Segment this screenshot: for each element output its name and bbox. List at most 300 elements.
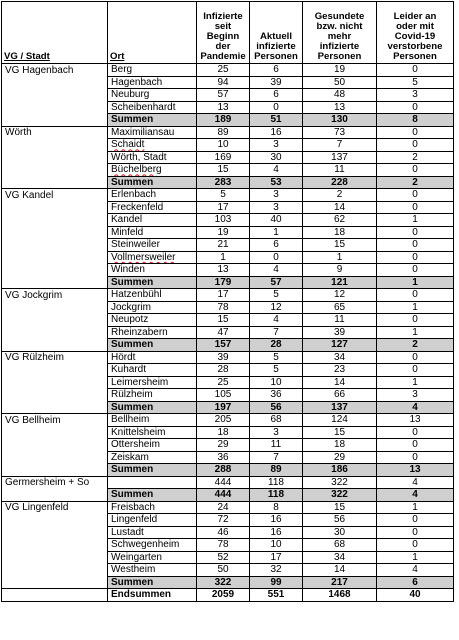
ort-cell (108, 464, 197, 477)
ort-cell (108, 501, 197, 514)
verstorbene-cell: 2 (377, 176, 454, 189)
ort-name: Maximiliansau (111, 126, 175, 138)
gesundete-cell: 30 (303, 526, 377, 539)
header-infizierte (197, 2, 250, 64)
ort-cell (108, 189, 197, 202)
header-line: Personen (393, 51, 437, 62)
verstorbene-cell: 0 (377, 364, 454, 377)
verstorbene-cell: 0 (377, 189, 454, 202)
aktuell-cell: 56 (250, 401, 303, 414)
vg-stadt-cell (2, 151, 108, 164)
verstorbene-cell: 1 (377, 301, 454, 314)
gesundete-cell: 19 (303, 64, 377, 77)
ort-name: Rheinzabern (111, 326, 168, 338)
aktuell-cell: 16 (250, 514, 303, 527)
infizierte-cell: 13 (197, 264, 250, 277)
verstorbene-cell: 5 (377, 76, 454, 89)
vg-stadt-cell (2, 364, 108, 377)
vg-stadt-cell (2, 89, 108, 102)
table-row (2, 314, 454, 327)
ort-cell (108, 339, 197, 352)
aktuell-cell: 12 (250, 301, 303, 314)
gesundete-cell: 217 (303, 576, 377, 589)
vg-stadt-cell: VG Hagenbach (2, 64, 108, 77)
table-row (2, 564, 454, 577)
table-row (2, 414, 454, 427)
total-aktuell: 551 (250, 589, 303, 602)
ort-cell (108, 226, 197, 239)
verstorbene-cell: 0 (377, 126, 454, 139)
vg-stadt-cell (2, 439, 108, 452)
gesundete-cell: 18 (303, 226, 377, 239)
ort-name: Hagenbach (111, 76, 163, 88)
header-line: Infizierte (203, 11, 243, 22)
verstorbene-cell: 1 (377, 376, 454, 389)
covid-cases-table (1, 1, 454, 602)
infizierte-cell: 103 (197, 214, 250, 227)
infizierte-cell: 52 (197, 551, 250, 564)
ort-cell (108, 489, 197, 502)
header-aktuell (250, 2, 303, 64)
infizierte-cell: 169 (197, 151, 250, 164)
vg-stadt-cell (2, 464, 108, 477)
header-line: verstorbene (387, 41, 443, 52)
ort-cell (108, 551, 197, 564)
header-line: Personen (317, 51, 362, 62)
verstorbene-cell: 3 (377, 389, 454, 402)
vg-stadt-cell (2, 326, 108, 339)
aktuell-cell: 11 (250, 439, 303, 452)
header-line: Leider an (393, 11, 437, 22)
header-line: infizierte (319, 41, 360, 52)
table-row (2, 301, 454, 314)
aktuell-cell: 39 (250, 76, 303, 89)
infizierte-cell: 1 (197, 251, 250, 264)
ort-cell (108, 176, 197, 189)
ort-name: Lingenfeld (111, 514, 158, 526)
header-line: seit (214, 21, 232, 32)
table-row (2, 239, 454, 252)
gesundete-cell: 7 (303, 139, 377, 152)
header-line: Pandemie (200, 51, 246, 62)
aktuell-cell: 30 (250, 151, 303, 164)
infizierte-cell: 94 (197, 76, 250, 89)
verstorbene-cell: 4 (377, 489, 454, 502)
ort-cell (108, 214, 197, 227)
infizierte-cell: 78 (197, 301, 250, 314)
aktuell-cell: 3 (250, 189, 303, 202)
verstorbene-cell: 1 (377, 276, 454, 289)
gesundete-cell: 23 (303, 364, 377, 377)
infizierte-cell: 105 (197, 389, 250, 402)
vg-stadt-cell (2, 539, 108, 552)
gesundete-cell: 34 (303, 551, 377, 564)
vg-stadt-cell (2, 201, 108, 214)
gesundete-cell: 322 (303, 476, 377, 489)
gesundete-cell: 66 (303, 389, 377, 402)
infizierte-cell: 288 (197, 464, 250, 477)
ort-cell (108, 414, 197, 427)
ort-cell (108, 364, 197, 377)
verstorbene-cell: 0 (377, 514, 454, 527)
verstorbene-cell: 0 (377, 351, 454, 364)
vg-stadt-cell (2, 264, 108, 277)
ort-name: Summen (111, 276, 154, 288)
ort-name: Westheim (111, 564, 156, 576)
verstorbene-cell: 0 (377, 264, 454, 277)
vg-stadt-cell (2, 176, 108, 189)
table-row (2, 376, 454, 389)
header-line: Gesundete (314, 11, 365, 22)
aktuell-cell: 6 (250, 89, 303, 102)
infizierte-cell: 444 (197, 476, 250, 489)
infizierte-cell: 25 (197, 376, 250, 389)
table-row (2, 439, 454, 452)
table-body (2, 64, 454, 602)
aktuell-cell: 10 (250, 539, 303, 552)
vg-stadt-cell: Germersheim + So (2, 476, 108, 489)
total-verstorbene: 40 (377, 589, 454, 602)
verstorbene-cell: 0 (377, 539, 454, 552)
gesundete-cell: 137 (303, 151, 377, 164)
vg-stadt-cell (2, 526, 108, 539)
ort-name: Schaidt (111, 139, 145, 151)
vg-stadt-cell (2, 339, 108, 352)
total-infizierte: 2059 (197, 589, 250, 602)
ort-name: Summen (111, 339, 154, 351)
gesundete-cell: 9 (303, 264, 377, 277)
table-row (2, 264, 454, 277)
ort-name: Ottersheim (111, 439, 160, 451)
vg-stadt-cell (2, 139, 108, 152)
ort-name: Winden (111, 264, 145, 276)
verstorbene-cell: 4 (377, 401, 454, 414)
gesundete-cell: 68 (303, 539, 377, 552)
verstorbene-cell: 8 (377, 114, 454, 127)
ort-name: Summen (111, 114, 154, 126)
aktuell-cell: 36 (250, 389, 303, 402)
ort-name: Neupotz (111, 314, 149, 326)
ort-name: Schwegenheim (111, 539, 180, 551)
ort-name: Steinweiler (111, 239, 160, 251)
aktuell-cell: 53 (250, 176, 303, 189)
ort-cell (108, 576, 197, 589)
ort-name: Knittelsheim (111, 426, 166, 438)
header-verstorbene (377, 2, 454, 64)
ort-name: Hatzenbühl (111, 289, 162, 301)
ort-cell (108, 89, 197, 102)
vg-stadt-cell (2, 576, 108, 589)
vg-stadt-cell: Wörth (2, 126, 108, 139)
verstorbene-cell: 13 (377, 464, 454, 477)
vg-stadt-cell (2, 401, 108, 414)
verstorbene-cell: 13 (377, 414, 454, 427)
gesundete-cell: 186 (303, 464, 377, 477)
ort-cell (108, 76, 197, 89)
ort-cell (108, 426, 197, 439)
verstorbene-cell: 6 (377, 576, 454, 589)
table-row (2, 351, 454, 364)
infizierte-cell: 157 (197, 339, 250, 352)
ort-name: Summen (111, 176, 154, 188)
verstorbene-cell: 0 (377, 314, 454, 327)
ort-cell (108, 351, 197, 364)
gesundete-cell: 14 (303, 201, 377, 214)
header-line: Beginn (206, 31, 240, 42)
ort-cell (108, 451, 197, 464)
ort-cell (108, 526, 197, 539)
ort-name: Neuburg (111, 89, 150, 101)
aktuell-cell: 0 (250, 251, 303, 264)
aktuell-cell: 4 (250, 264, 303, 277)
vg-stadt-cell: VG Bellheim (2, 414, 108, 427)
infizierte-cell: 5 (197, 189, 250, 202)
verstorbene-cell: 4 (377, 476, 454, 489)
infizierte-cell: 283 (197, 176, 250, 189)
verstorbene-cell: 0 (377, 251, 454, 264)
gesundete-cell: 62 (303, 214, 377, 227)
ort-name: Bellheim (111, 414, 150, 426)
ort-cell (108, 401, 197, 414)
aktuell-cell: 118 (250, 489, 303, 502)
infizierte-cell: 39 (197, 351, 250, 364)
header-row (2, 2, 454, 64)
aktuell-cell: 7 (250, 326, 303, 339)
infizierte-cell: 13 (197, 101, 250, 114)
header-line: Covid-19 (394, 31, 436, 42)
gesundete-cell: 18 (303, 439, 377, 452)
ort-name: Summen (111, 489, 154, 501)
ort-name: Berg (111, 64, 133, 76)
verstorbene-cell: 0 (377, 226, 454, 239)
vg-stadt-cell: VG Lingenfeld (2, 501, 108, 514)
gesundete-cell: 121 (303, 276, 377, 289)
table-row (2, 551, 454, 564)
table-row (2, 501, 454, 514)
table-row (2, 251, 454, 264)
verstorbene-cell: 0 (377, 289, 454, 302)
aktuell-cell: 16 (250, 526, 303, 539)
header-line: bzw. nicht (316, 21, 363, 32)
ort-name: Kandel (111, 214, 143, 226)
vg-stadt-cell (2, 314, 108, 327)
vg-stadt-cell (2, 101, 108, 114)
gesundete-cell: 50 (303, 76, 377, 89)
gesundete-cell: 11 (303, 314, 377, 327)
verstorbene-cell: 0 (377, 101, 454, 114)
aktuell-cell: 4 (250, 164, 303, 177)
aktuell-cell: 68 (250, 414, 303, 427)
gesundete-cell: 2 (303, 189, 377, 202)
verstorbene-cell: 0 (377, 439, 454, 452)
infizierte-cell: 205 (197, 414, 250, 427)
table-row (2, 214, 454, 227)
verstorbene-cell: 3 (377, 89, 454, 102)
header-line: der (215, 41, 231, 52)
ort-name: Wörth, Stadt (111, 151, 167, 163)
gesundete-cell: 39 (303, 326, 377, 339)
ort-cell (108, 476, 197, 489)
ort-name: Büchelberg (111, 164, 162, 176)
ort-cell (108, 239, 197, 252)
verstorbene-cell: 1 (377, 326, 454, 339)
ort-cell (108, 64, 197, 77)
gesundete-cell: 12 (303, 289, 377, 302)
verstorbene-cell: 0 (377, 164, 454, 177)
infizierte-cell: 72 (197, 514, 250, 527)
gesundete-cell: 15 (303, 239, 377, 252)
verstorbene-cell: 0 (377, 239, 454, 252)
ort-cell (108, 326, 197, 339)
vg-stadt-cell (2, 564, 108, 577)
infizierte-cell: 18 (197, 426, 250, 439)
infizierte-cell: 444 (197, 489, 250, 502)
table-row (2, 389, 454, 402)
gesundete-cell: 65 (303, 301, 377, 314)
infizierte-cell: 189 (197, 114, 250, 127)
infizierte-cell: 19 (197, 226, 250, 239)
infizierte-cell: 179 (197, 276, 250, 289)
table-row (2, 89, 454, 102)
ort-name: Hördt (111, 351, 136, 363)
summary-row (2, 576, 454, 589)
ort-name: Freisbach (111, 501, 155, 513)
ort-cell (108, 439, 197, 452)
aktuell-cell: 57 (250, 276, 303, 289)
header-line: Personen (254, 51, 298, 62)
verstorbene-cell: 4 (377, 564, 454, 577)
gesundete-cell: 228 (303, 176, 377, 189)
infizierte-cell: 21 (197, 239, 250, 252)
gesundete-cell: 73 (303, 126, 377, 139)
infizierte-cell: 36 (197, 451, 250, 464)
infizierte-cell: 15 (197, 164, 250, 177)
table-row (2, 139, 454, 152)
table-row (2, 526, 454, 539)
ort-name: Freckenfeld (111, 201, 164, 213)
ort-cell (108, 164, 197, 177)
aktuell-cell: 40 (250, 214, 303, 227)
ort-cell (108, 314, 197, 327)
vg-stadt-cell (2, 451, 108, 464)
header-line: Aktuell (260, 31, 292, 42)
aktuell-cell: 10 (250, 376, 303, 389)
aktuell-cell: 5 (250, 351, 303, 364)
ort-name: Scheibenhardt (111, 101, 176, 113)
infizierte-cell: 57 (197, 89, 250, 102)
ort-cell (108, 301, 197, 314)
ort-cell (108, 151, 197, 164)
aktuell-cell: 3 (250, 426, 303, 439)
aktuell-cell: 6 (250, 239, 303, 252)
ort-name: Zeiskam (111, 451, 149, 463)
gesundete-cell: 13 (303, 101, 377, 114)
vg-stadt-cell (2, 276, 108, 289)
total-gesundete: 1468 (303, 589, 377, 602)
header-vg-stadt: VG / Stadt (2, 2, 108, 64)
table-row (2, 201, 454, 214)
table-row (2, 539, 454, 552)
verstorbene-cell: 2 (377, 151, 454, 164)
table-row (2, 226, 454, 239)
header-ort: Ort (108, 2, 197, 64)
ort-name: Minfeld (111, 226, 144, 238)
infizierte-cell: 28 (197, 364, 250, 377)
gesundete-cell: 124 (303, 414, 377, 427)
table-row (2, 426, 454, 439)
aktuell-cell: 89 (250, 464, 303, 477)
vg-stadt-cell (2, 489, 108, 502)
vg-stadt-cell (2, 251, 108, 264)
aktuell-cell: 3 (250, 139, 303, 152)
header-gesundete (303, 2, 377, 64)
infizierte-cell: 197 (197, 401, 250, 414)
ort-name: Rülzheim (111, 389, 153, 401)
table-row (2, 289, 454, 302)
gesundete-cell: 56 (303, 514, 377, 527)
summary-row (2, 464, 454, 477)
table-row (2, 101, 454, 114)
table-row (2, 189, 454, 202)
aktuell-cell: 28 (250, 339, 303, 352)
ort-name: Kuhardt (111, 364, 147, 376)
infizierte-cell: 10 (197, 139, 250, 152)
verstorbene-cell: 0 (377, 451, 454, 464)
ort-cell (108, 564, 197, 577)
vg-stadt-cell (2, 376, 108, 389)
table-row (2, 151, 454, 164)
ort-cell (108, 389, 197, 402)
vg-stadt-cell (2, 301, 108, 314)
aktuell-cell: 7 (250, 451, 303, 464)
infizierte-cell: 24 (197, 501, 250, 514)
infizierte-cell: 25 (197, 64, 250, 77)
vg-stadt-cell: VG Kandel (2, 189, 108, 202)
vg-stadt-cell (2, 426, 108, 439)
total-row (2, 589, 454, 602)
ort-name: Summen (111, 464, 154, 476)
table-row (2, 76, 454, 89)
verstorbene-cell: 0 (377, 139, 454, 152)
ort-cell (108, 539, 197, 552)
verstorbene-cell: 0 (377, 201, 454, 214)
ort-name: Erlenbach (111, 189, 157, 201)
gesundete-cell: 15 (303, 426, 377, 439)
table-row (2, 164, 454, 177)
table-row (2, 64, 454, 77)
summary-row (2, 401, 454, 414)
table-row (2, 514, 454, 527)
ort-cell (108, 264, 197, 277)
infizierte-cell: 50 (197, 564, 250, 577)
verstorbene-cell: 2 (377, 339, 454, 352)
vg-stadt-cell: VG Rülzheim (2, 351, 108, 364)
aktuell-cell: 16 (250, 126, 303, 139)
gesundete-cell: 34 (303, 351, 377, 364)
ort-cell (108, 289, 197, 302)
aktuell-cell: 51 (250, 114, 303, 127)
verstorbene-cell: 1 (377, 551, 454, 564)
aktuell-cell: 1 (250, 226, 303, 239)
aktuell-cell: 0 (250, 101, 303, 114)
table-row (2, 326, 454, 339)
header-line: infizierte (256, 41, 296, 52)
ort-cell (108, 514, 197, 527)
summary-row (2, 339, 454, 352)
infizierte-cell: 322 (197, 576, 250, 589)
ort-cell (108, 126, 197, 139)
vg-stadt-cell (2, 164, 108, 177)
